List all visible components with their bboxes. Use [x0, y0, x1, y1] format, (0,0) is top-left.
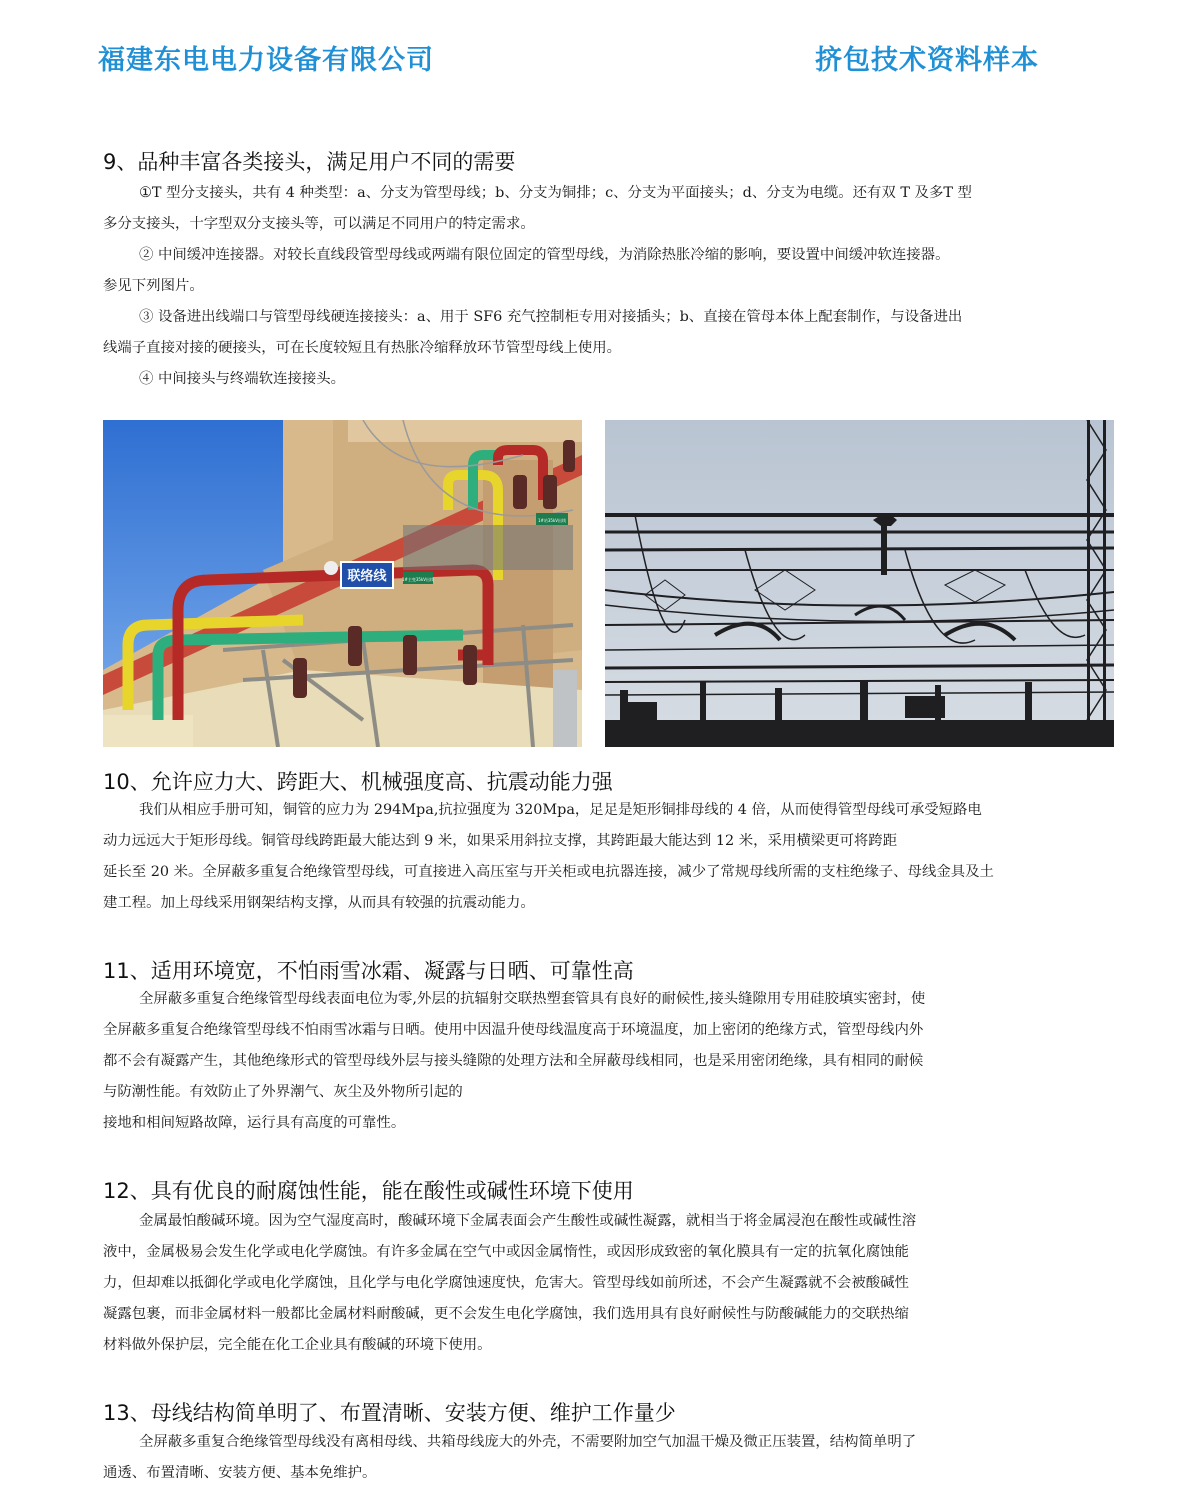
- section-13-title: 13、母线结构简单明了、布置清晰、安装方便、维护工作量少: [103, 1401, 676, 1425]
- body-line: 全屏蔽多重复合绝缘管型母线没有离相母线、共箱母线庞大的外壳，不需要附加空气加温干燥及微正压装置，结构简单明了: [139, 1434, 917, 1450]
- section-11-body: [103, 984, 1123, 1139]
- body-line: 金属最怕酸碱环境。因为空气湿度高时，酸碱环境下金属表面会产生酸性或碱性凝露，就相当于将金属浸泡在酸性或碱性溶: [139, 1213, 917, 1229]
- busbar-installation-photo: [103, 420, 582, 747]
- body-line: 凝露包裹，而非金属材料一般都比金属材料耐酸碱，更不会发生电化学腐蚀，我们选用具有良好耐候性与防酸碱能力的交联热缩: [103, 1306, 909, 1322]
- section-11-title: 11、适用环境宽，不怕雨雪冰霜、凝露与日晒、可靠性高: [103, 959, 634, 983]
- body-line: 都不会有凝露产生，其他绝缘形式的管型母线外层与接头缝隙的处理方法和全屏蔽母线相同，也是采用密闭绝缘，具有相同的耐候: [103, 1053, 924, 1069]
- sign-main-transformer-outlet: 1#主变35kV出线: [401, 577, 435, 582]
- body-line: 参见下列图片。: [103, 278, 204, 294]
- body-line: 延长至 20 米。全屏蔽多重复合绝缘管型母线，可直接进入高压室与开关柜或电抗器连接，减少了常规母线所需的支柱绝缘子、母线金具及土: [103, 864, 994, 880]
- body-line: 材料做外保护层，完全能在化工企业具有酸碱的环境下使用。: [103, 1337, 492, 1353]
- substation-photo: [605, 420, 1114, 747]
- busbar-photo-illustration: [103, 420, 582, 747]
- body-line: 通透、布置清晰、安装方便、基本免维护。: [103, 1465, 377, 1481]
- sign-tie-line: 联络线: [347, 569, 387, 584]
- body-line: ①T 型分支接头，共有 4 种类型：a、分支为管型母线；b、分支为铜排；c、分支为平面接头；d、分支为电缆。还有双 T 及多T 型: [139, 185, 972, 201]
- body-line: 全屏蔽多重复合绝缘管型母线不怕雨雪冰霜与日晒。使用中因温升使母线温度高于环境温度，加上密闭的绝缘方式，管型母线内外: [103, 1022, 924, 1038]
- body-line: 动力远远大于矩形母线。铜管母线跨距最大能达到 9 米，如果采用斜拉支撑，其跨距最大能达到 12 米，采用横梁更可将跨距: [103, 833, 898, 849]
- body-line: 多分支接头，十字型双分支接头等，可以满足不同用户的特定需求。: [103, 216, 535, 232]
- body-line: 与防潮性能。有效防止了外界潮气、灰尘及外物所引起的: [103, 1084, 463, 1100]
- section-10-body: [103, 795, 1123, 919]
- section-12-title: 12、具有优良的耐腐蚀性能，能在酸性或碱性环境下使用: [103, 1179, 634, 1203]
- body-line: ③ 设备进出线端口与管型母线硬连接接头：a、用于 SF6 充气控制柜专用对接插头；b、直接在管母本体上配套制作，与设备进出: [139, 309, 963, 325]
- body-line: 液中，金属极易会发生化学或电化学腐蚀。有许多金属在空气中或因金属惰性，或因形成致密的氧化膜具有一定的抗氧化腐蚀能: [103, 1244, 909, 1260]
- body-line: ④ 中间接头与终端软连接接头。: [139, 371, 346, 387]
- body-line: 接地和相间短路故障，运行具有高度的可靠性。: [103, 1115, 406, 1131]
- body-line: ② 中间缓冲连接器。对较长直线段管型母线或两端有限位固定的管型母线，为消除热胀冷缩的影响，要设置中间缓冲软连接器。: [139, 247, 950, 263]
- body-line: 全屏蔽多重复合绝缘管型母线表面电位为零,外层的抗辐射交联热塑套管具有良好的耐候性,接头缝隙用专用硅胶填实密封，使: [139, 991, 926, 1007]
- body-line: 力，但却难以抵御化学或电化学腐蚀，且化学与电化学腐蚀速度快，危害大。管型母线如前所述，不会产生凝露就不会被酸碱性: [103, 1275, 909, 1291]
- document-title: 挤包技术资料样本: [815, 45, 1039, 76]
- body-line: 建工程。加上母线采用钢架结构支撑，从而具有较强的抗震动能力。: [103, 895, 535, 911]
- company-name: 福建东电电力设备有限公司: [98, 45, 434, 76]
- section-9-body: [103, 178, 1123, 395]
- body-line: 我们从相应手册可知，铜管的应力为 294Mpa,抗拉强度为 320Mpa，足足是矩形铜排母线的 4 倍，从而使得管型母线可承受短路电: [139, 802, 982, 818]
- section-13-body: [103, 1427, 1123, 1489]
- section-9-title: 9、品种丰富各类接头，满足用户不同的需要: [103, 150, 516, 174]
- sign-station-outlet: 1#站35kV出线: [537, 518, 567, 523]
- substation-photo-illustration: [605, 420, 1114, 747]
- body-line: 线端子直接对接的硬接头，可在长度较短且有热胀冷缩释放环节管型母线上使用。: [103, 340, 622, 356]
- section-10-title: 10、允许应力大、跨距大、机械强度高、抗震动能力强: [103, 770, 613, 794]
- section-12-body: [103, 1206, 1123, 1361]
